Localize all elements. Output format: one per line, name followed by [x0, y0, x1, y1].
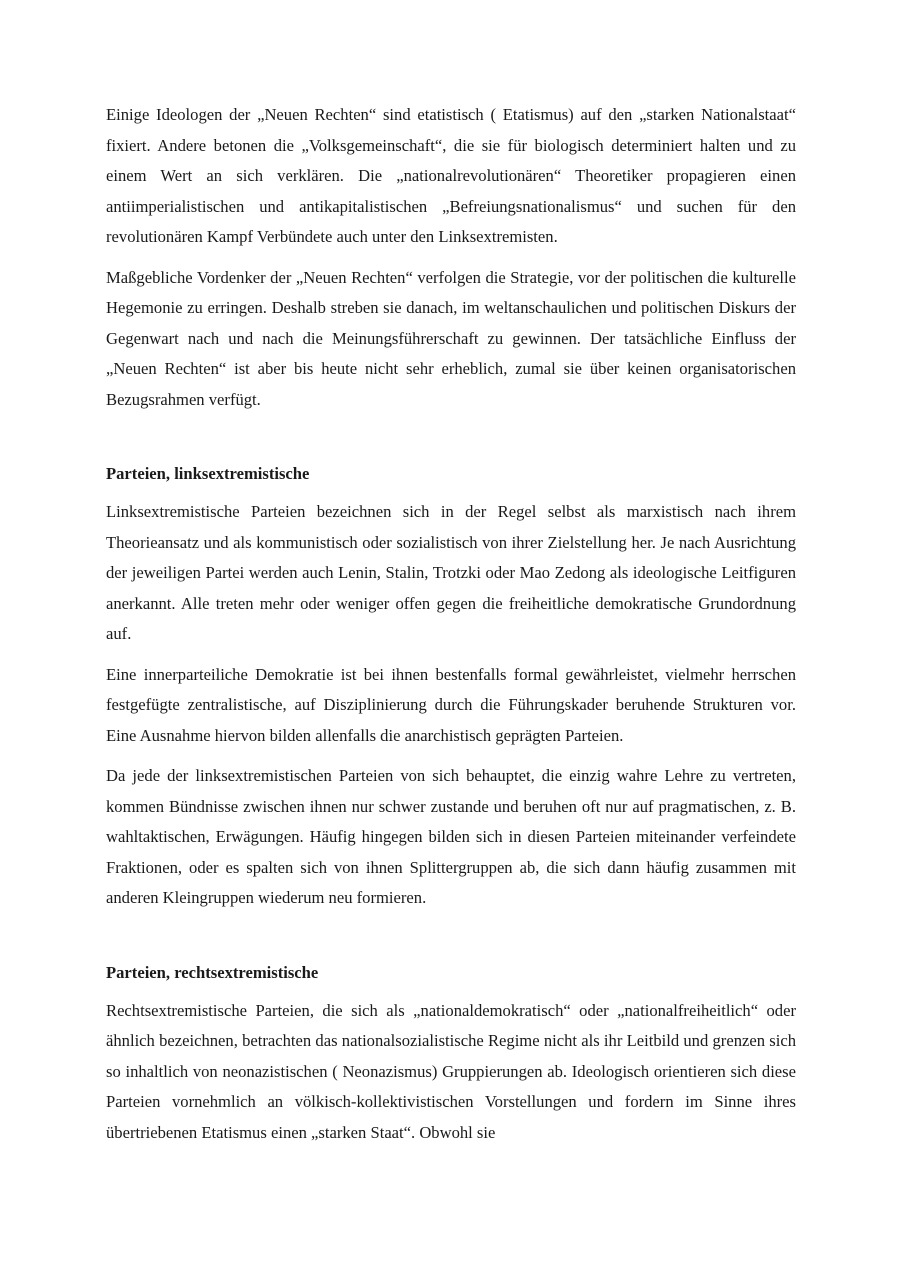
paragraph-hegemonie: Maßgebliche Vordenker der „Neuen Rechten“ verfolgen die Strategie, vor der politischen die kulturelle Hegemonie zu erringen. Deshalb streben sie danach, im weltanschaulichen und politischen Diskurs der Gegenwart nach und nach die Meinungsführerschaft zu gewinnen. Der tatsächliche Einfluss der „Neuen Rechten“ ist aber bis heute nicht sehr erheblich, zumal sie über keinen organisatorischen Bezugsrahmen verfügt. [106, 267, 796, 409]
heading-rechtsextremistische-parteien: Parteien, rechtsextremistische [106, 962, 319, 982]
paragraph-etatismus: Einige Ideologen der „Neuen Rechten“ sind etatistisch ( Etatismus) auf den „starken Nationalstaat“ fixiert. Andere betonen die „Volksgemeinschaft“, die sie für biologisch determiniert halten und zu einem Wert an sich verklären. Die „nationalrevolutionären“ Theoretiker propagieren einen antiimperialistischen und antikapitalistischen „Befreiungsnationalismus“ und suchen für den revolutionären Kampf Verbündete auch unter den Linksextremisten. [106, 105, 796, 246]
paragraph-linksextremistische-3: Da jede der linksextremistischen Parteien von sich behauptet, die einzig wahre Lehre zu vertreten, kommen Bündnisse zwischen ihnen nur schwer zustande und beruhen oft nur auf pragmatischen, z. B. wahltaktischen, Erwägungen. Häufig hingegen bilden sich in diesen Parteien miteinander verfeindete Fraktionen, oder es spalten sich von ihnen Splittergruppen ab, die sich dann häufig zusammen mit anderen Kleingruppen wiederum neu formieren. [106, 766, 796, 907]
page-content [106, 100, 796, 1158]
paragraph-rechtsextremistische-1: Rechtsextremistische Parteien, die sich als „nationaldemokratisch“ oder „nationalfreiheitlich“ oder ähnlich bezeichnen, betrachten das nationalsozialistische Regime nicht als ihr Leitbild und grenzen sich so inhaltlich von neonazistischen ( Neonazismus) Gruppierungen ab. Ideologisch orientieren sich diese Parteien vornehmlich an völkisch-kollektivistischen Vorstellungen und fordern im Sinne ihres übertriebenen Etatismus einen „starken Staat“. Obwohl sie [106, 1000, 796, 1142]
paragraph-linksextremistische-2: Eine innerparteiliche Demokratie ist bei ihnen bestenfalls formal gewährleistet, vielmehr herrschen festgefügte zentralistische, auf Disziplinierung durch die Führungskader beruhende Strukturen vor. Eine Ausnahme hiervon bilden allenfalls die anarchistisch geprägten Parteien. [106, 664, 796, 745]
heading-linksextremistische-parteien: Parteien, linksextremistische [106, 464, 310, 483]
paragraph-linksextremistische-1: Linksextremistische Parteien bezeichnen sich in der Regel selbst als marxistisch nach ihrem Theorieansatz und als kommunistisch oder sozialistisch von ihrer Zielstellung her. Je nach Ausrichtung der jeweiligen Partei werden auch Lenin, Stalin, Trotzki oder Mao Zedong als ideologische Leitfiguren anerkannt. Alle treten mehr oder weniger offen gegen die freiheitliche demokratische Grundordnung auf. [106, 502, 796, 643]
